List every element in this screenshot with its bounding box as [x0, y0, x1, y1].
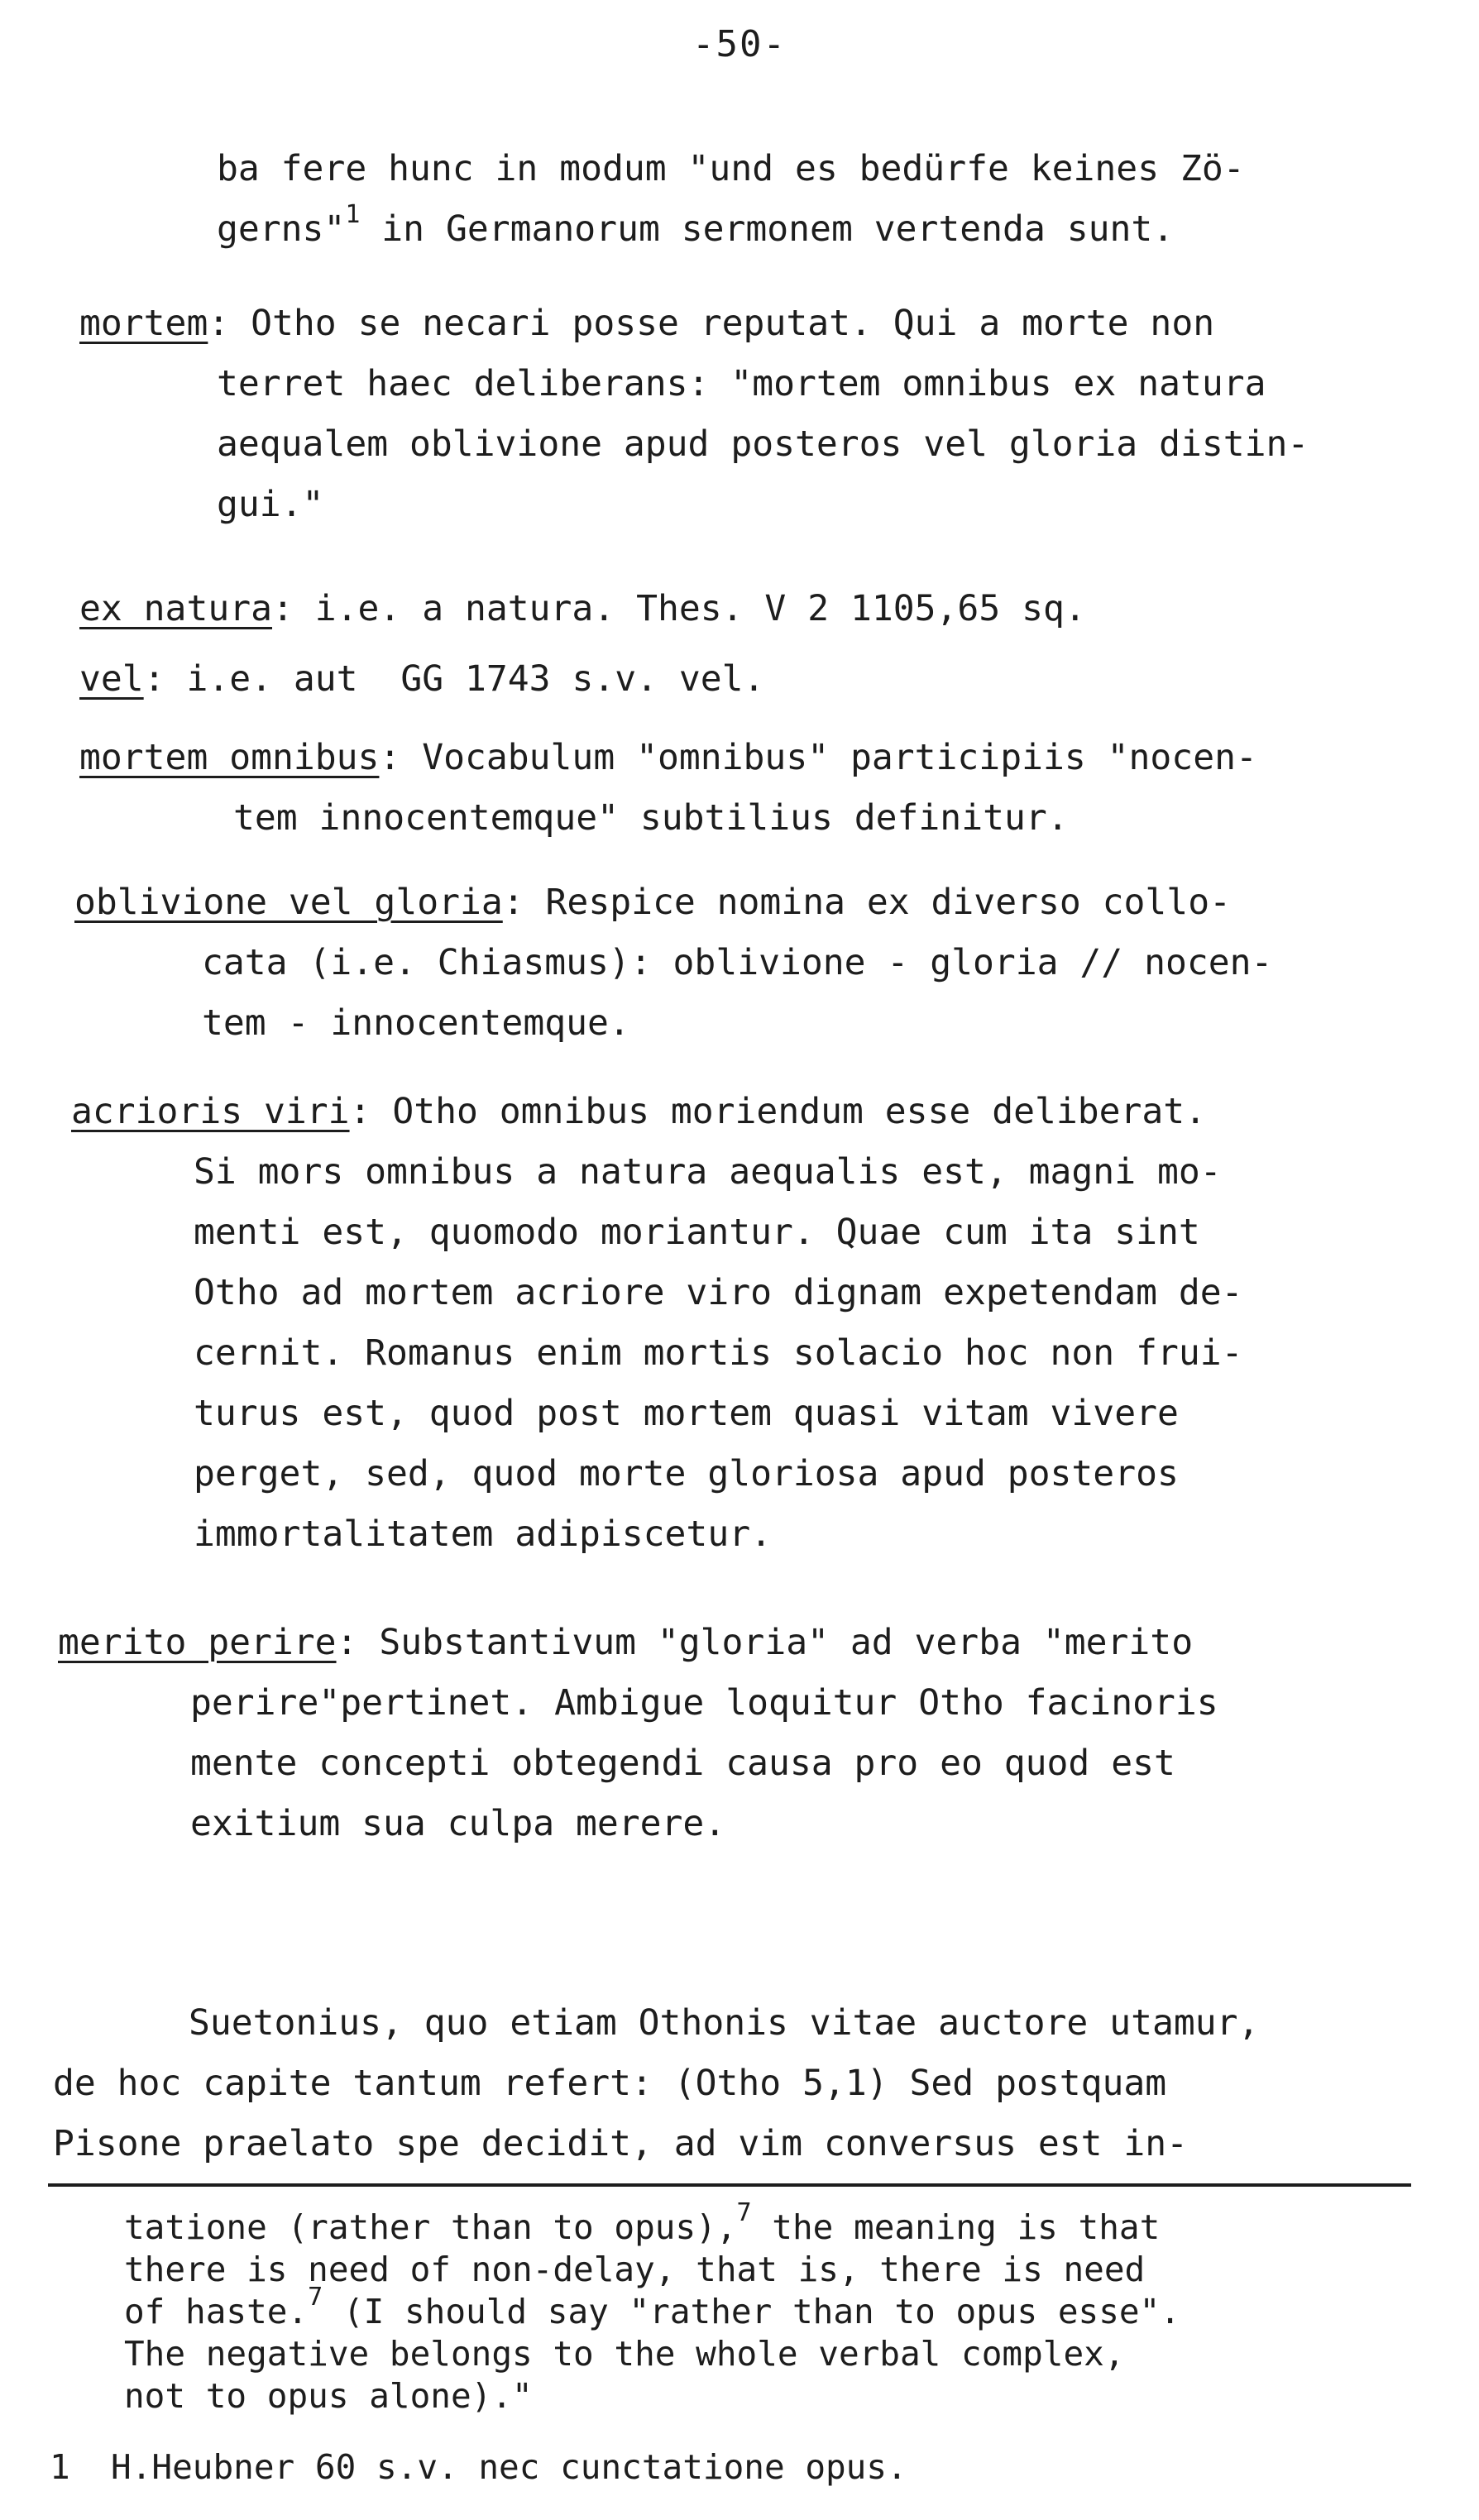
entry-line: perire"pertinet. Ambigue loquitur Otho facinoris: [190, 1682, 1218, 1724]
entry-first-line: [58, 1613, 1218, 1673]
entry-line: tem innocentemque" subtilius definitur.: [233, 797, 1069, 839]
entry-line: aequalem oblivione apud posteros vel gloria distin-: [217, 423, 1309, 465]
entry-line: perget, sed, quod morte gloriosa apud posteros: [194, 1453, 1179, 1494]
entry-line: tem - innocentemque.: [202, 1002, 630, 1044]
footnote-1: [50, 2446, 907, 2489]
footnote-line: there is need of non-delay, that is, there is need: [124, 2250, 1146, 2289]
entry-first-line: [71, 1082, 1243, 1142]
lemma-term: ex natura: [79, 588, 272, 629]
footnote-text: H.Heubner 60 s.v. nec cunctatione opus.: [69, 2447, 907, 2487]
paragraph-line: Pisone praelato spe decidit, ad vim conversus est in-: [53, 2123, 1189, 2164]
lemma-separator: :: [143, 658, 165, 700]
lemma-entry: [79, 294, 1309, 535]
entry-first-line: [79, 649, 764, 710]
entry-line: exitium sua culpa merere.: [190, 1803, 726, 1844]
footnote-quotation: [124, 2198, 1180, 2417]
lemma-term: vel: [79, 658, 144, 700]
entry-line: Otho omnibus moriendum esse deliberat.: [371, 1091, 1207, 1132]
footnote-line: [124, 2283, 1180, 2333]
entry-first-line: [79, 579, 1086, 639]
entry-line: mente concepti obtegendi causa pro eo quod est: [190, 1743, 1175, 1784]
paragraph-line: de hoc capite tantum refert: (Otho 5,1) Sed postquam: [53, 2063, 1167, 2104]
entry-line: i.e. a natura. Thes. V 2 1105,65 sq.: [293, 588, 1086, 629]
entry-line: Si mors omnibus a natura aequalis est, magni mo-: [194, 1151, 1222, 1193]
lemma-term: mortem: [79, 303, 208, 344]
entry-first-line: [74, 873, 1272, 933]
entry-first-line: [79, 728, 1257, 788]
lemma-entry: [58, 1613, 1218, 1854]
lemma-term: oblivione vel gloria: [74, 882, 503, 923]
footnote-ref-7: 7: [308, 2283, 323, 2312]
footnote-marker: 1: [50, 2447, 70, 2487]
entry-line: Substantivum "gloria" ad verba "merito: [357, 1622, 1194, 1663]
entry-line: cernit. Romanus enim mortis solacio hoc non frui-: [194, 1332, 1243, 1374]
lemma-entry: [71, 1082, 1243, 1565]
entry-line: turus est, quod post mortem quasi vitam vivere: [194, 1393, 1179, 1434]
lemma-separator: :: [502, 882, 524, 923]
page-number: -50-: [692, 23, 787, 65]
footnote-line-3a: of haste.: [124, 2292, 309, 2331]
lemma-term: acrioris viri: [71, 1091, 350, 1132]
lemma-separator: :: [272, 588, 294, 629]
intro-continuation: [217, 139, 1245, 260]
footnote-separator-rule: [48, 2183, 1411, 2187]
entry-line: Vocabulum "omnibus" participiis "nocen-: [400, 737, 1257, 778]
entry-line: gui.": [217, 484, 324, 525]
entry-line: i.e. aut GG 1743 s.v. vel.: [165, 658, 765, 700]
entry-line: menti est, quomodo moriantur. Quae cum ita sint: [194, 1212, 1200, 1253]
intro-line-1: ba fere hunc in modum "und es bedürfe keines Zö-: [217, 148, 1245, 189]
entry-line: Otho se necari posse reputat. Qui a morte non: [229, 303, 1215, 344]
body-paragraph: [53, 1993, 1259, 2174]
lemma-entry: [79, 728, 1257, 849]
lemma-separator: :: [208, 303, 230, 344]
footnote-line-1b: the meaning is that: [751, 2207, 1161, 2247]
footnote-line: [124, 2198, 1180, 2249]
lemma-separator: :: [336, 1622, 358, 1663]
footnote-line-1a: tatione (rather than to opus),: [124, 2207, 737, 2247]
lemma-separator: :: [379, 737, 401, 778]
lemma-separator: :: [349, 1091, 371, 1132]
footnote-ref-7: 7: [736, 2198, 752, 2227]
lemma-entry: [79, 579, 1086, 639]
lemma-term: merito perire: [58, 1622, 337, 1663]
entry-first-line: [79, 294, 1309, 354]
entry-line: immortalitatem adipiscetur.: [194, 1513, 772, 1555]
entry-line: Otho ad mortem acriore viro dignam expetendam de-: [194, 1272, 1243, 1313]
intro-line-2: [217, 199, 1245, 260]
footnote-line: not to opus alone).": [124, 2376, 533, 2416]
entry-line: cata (i.e. Chiasmus): oblivione - gloria // nocen-: [202, 942, 1273, 983]
lemma-entry: [74, 873, 1272, 1054]
lemma-entry: [79, 649, 764, 710]
paragraph-line: Suetonius, quo etiam Othonis vitae auctore utamur,: [189, 2002, 1260, 2044]
entry-line: terret haec deliberans: "mortem omnibus ex natura: [217, 363, 1266, 404]
footnote-line-3b: (I should say "rather than to opus esse".: [323, 2292, 1180, 2331]
footnote-line: The negative belongs to the whole verbal complex,: [124, 2334, 1125, 2374]
footnote-ref-1: 1: [345, 200, 361, 229]
intro-line-2b: in Germanorum sermonem vertenda sunt.: [360, 208, 1175, 250]
intro-line-2a: gerns": [217, 208, 346, 250]
lemma-term: mortem omnibus: [79, 737, 380, 778]
entry-line: Respice nomina ex diverso collo-: [524, 882, 1231, 923]
